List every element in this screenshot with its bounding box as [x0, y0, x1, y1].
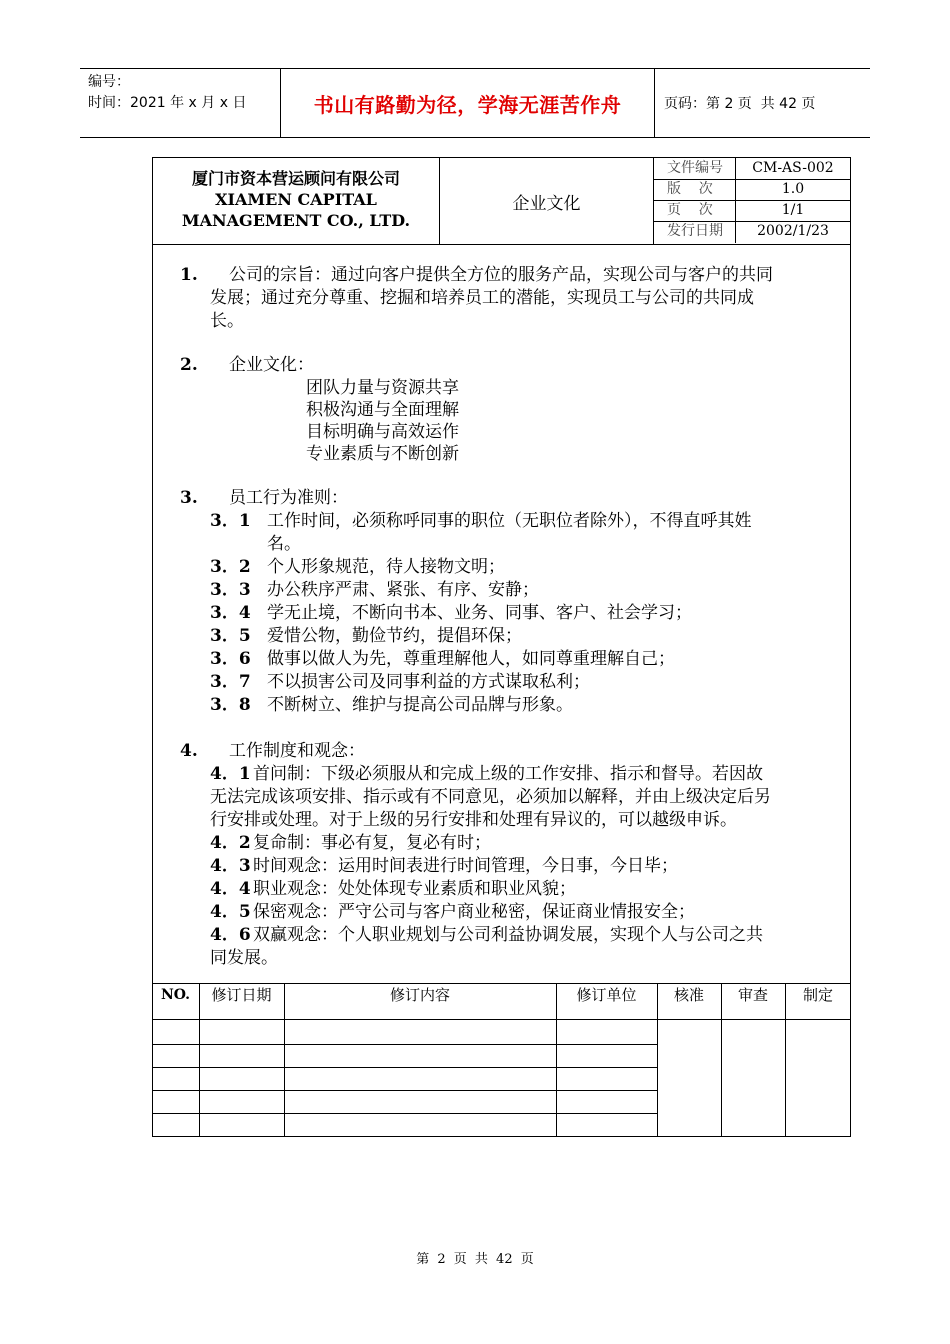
- meta-value: 1/1: [781, 202, 805, 218]
- meta-row-issue-date: [653, 221, 850, 243]
- rule-number: 3．1: [210, 511, 251, 531]
- table-rule: [152, 1113, 657, 1114]
- meta-label: 发行日期: [653, 221, 736, 243]
- policy-text: 复命制：事必有复，复必有时；: [253, 833, 491, 853]
- meta-row-file-number: [653, 158, 850, 180]
- policy-text: 时间观念：运用时间表进行时间管理，今日事，今日毕；: [253, 856, 678, 876]
- col-header-no: NO.: [160, 987, 191, 1003]
- rule-text: 不断树立、维护与提高公司品牌与形象。: [267, 695, 573, 715]
- table-rule: [152, 1067, 657, 1068]
- policy-text: 无法完成该项安排、指示或有不同意见，必须加以解释，并由上级决定后另: [210, 787, 771, 807]
- policy-text: 首问制：下级必须服从和完成上级的工作安排、指示和督导。若因故: [253, 764, 763, 784]
- rule-text: 个人形象规范，待人接物文明；: [267, 557, 505, 577]
- rule-number: 3．4: [210, 603, 251, 623]
- header-page-info: 页码：第 2 页 共 42 页: [664, 96, 816, 112]
- meta-label: 版 次: [653, 179, 736, 200]
- meta-row-page: [653, 200, 850, 222]
- policy-number: 4．1: [210, 764, 251, 784]
- company-name-cn: 厦门市资本营运顾问有限公司: [191, 169, 400, 188]
- section-number: 1.: [180, 265, 198, 285]
- culture-item: 专业素质与不断创新: [306, 444, 459, 464]
- page-footer: 第 2 页 共 42 页: [416, 1252, 534, 1267]
- section-2-title: 企业文化：: [229, 355, 314, 375]
- section-number: 3.: [180, 488, 198, 508]
- section-1-text: 长。: [210, 311, 244, 331]
- col-header-approve: 核准: [673, 986, 704, 1004]
- meta-value: 1.0: [781, 181, 805, 197]
- rule-number: 3．2: [210, 557, 251, 577]
- page-header: [80, 68, 870, 138]
- company-name-cell: [153, 158, 440, 244]
- table-rule: [152, 1090, 657, 1091]
- rule-number: 3．7: [210, 672, 251, 692]
- col-header-revision-date: 修订日期: [211, 986, 272, 1004]
- rule-text: 工作时间，必须称呼同事的职位（无职位者除外），不得直呼其姓: [267, 511, 752, 531]
- rule-number: 3．5: [210, 626, 251, 646]
- rule-number: 3．6: [210, 649, 251, 669]
- rule-number: 3．8: [210, 695, 251, 715]
- policy-text: 行安排或处理。对于上级的另行安排和处理有异议的，可以越级申诉。: [210, 810, 737, 830]
- culture-item: 团队力量与资源共享: [306, 378, 459, 398]
- table-rule: [152, 1044, 657, 1045]
- meta-label: 页 次: [653, 200, 736, 221]
- section-1-text: 发展；通过充分尊重、挖掘和培养员工的潜能，实现员工与公司的共同成: [210, 288, 754, 308]
- rule-text: 做事以做人为先，尊重理解他人，如同尊重理解自己；: [267, 649, 675, 669]
- policy-text: 同发展。: [210, 948, 278, 968]
- policy-number: 4．6: [210, 925, 251, 945]
- revision-table: [152, 983, 851, 1137]
- table-rule: [152, 1019, 851, 1020]
- section-number: 2.: [180, 355, 198, 375]
- col-header-review: 审查: [737, 986, 768, 1004]
- col-header-revision-content: 修订内容: [389, 986, 450, 1004]
- meta-row-version: [653, 179, 850, 201]
- rule-number: 3．3: [210, 580, 251, 600]
- rule-text: 办公秩序严肃、紧张、有序、安静；: [267, 580, 539, 600]
- rule-text: 学无止境，不断向书本、业务、同事、客户、社会学习；: [267, 603, 692, 623]
- col-header-prepare: 制定: [802, 986, 833, 1004]
- policy-text: 双赢观念：个人职业规划与公司利益协调发展，实现个人与公司之共: [253, 925, 763, 945]
- section-4-title: 工作制度和观念：: [229, 741, 365, 761]
- header-motto: 书山有路勤为径，学海无涯苦作舟: [281, 69, 655, 137]
- section-1-text: 公司的宗旨：通过向客户提供全方位的服务产品，实现公司与客户的共同: [229, 265, 773, 285]
- culture-item: 目标明确与高效运作: [306, 422, 459, 442]
- policy-number: 4．3: [210, 856, 251, 876]
- document-number-label: 编号：: [88, 74, 130, 90]
- rule-text: 爱惜公物，勤俭节约，提倡环保；: [267, 626, 522, 646]
- header-left-cell: [80, 69, 281, 137]
- col-header-revision-unit: 修订单位: [576, 986, 637, 1004]
- section-3-title: 员工行为准则：: [229, 488, 348, 508]
- meta-value: CM-AS-002: [752, 160, 834, 176]
- rule-text: 不以损害公司及同事利益的方式谋取私利；: [267, 672, 590, 692]
- policy-number: 4．2: [210, 833, 251, 853]
- document-time-label: 时间：2021 年 x 月 x 日: [88, 95, 247, 111]
- company-name-en-line2: MANAGEMENT CO., LTD.: [181, 211, 411, 230]
- document-meta-table: [653, 158, 850, 244]
- company-name-en-line1: XIAMEN CAPITAL: [215, 190, 377, 209]
- policy-text: 职业观念：处处体现专业素质和职业风貌；: [253, 879, 576, 899]
- policy-number: 4．5: [210, 902, 251, 922]
- rule-text: 名。: [267, 534, 301, 554]
- meta-label: 文件编号: [653, 158, 736, 179]
- document-title: 企业文化: [440, 158, 654, 244]
- policy-text: 保密观念：严守公司与客户商业秘密，保证商业情报安全；: [253, 902, 695, 922]
- culture-item: 积极沟通与全面理解: [306, 400, 459, 420]
- policy-number: 4．4: [210, 879, 251, 899]
- section-number: 4.: [180, 741, 198, 761]
- meta-value: 2002/1/23: [757, 223, 829, 239]
- document-header-table: [153, 158, 850, 245]
